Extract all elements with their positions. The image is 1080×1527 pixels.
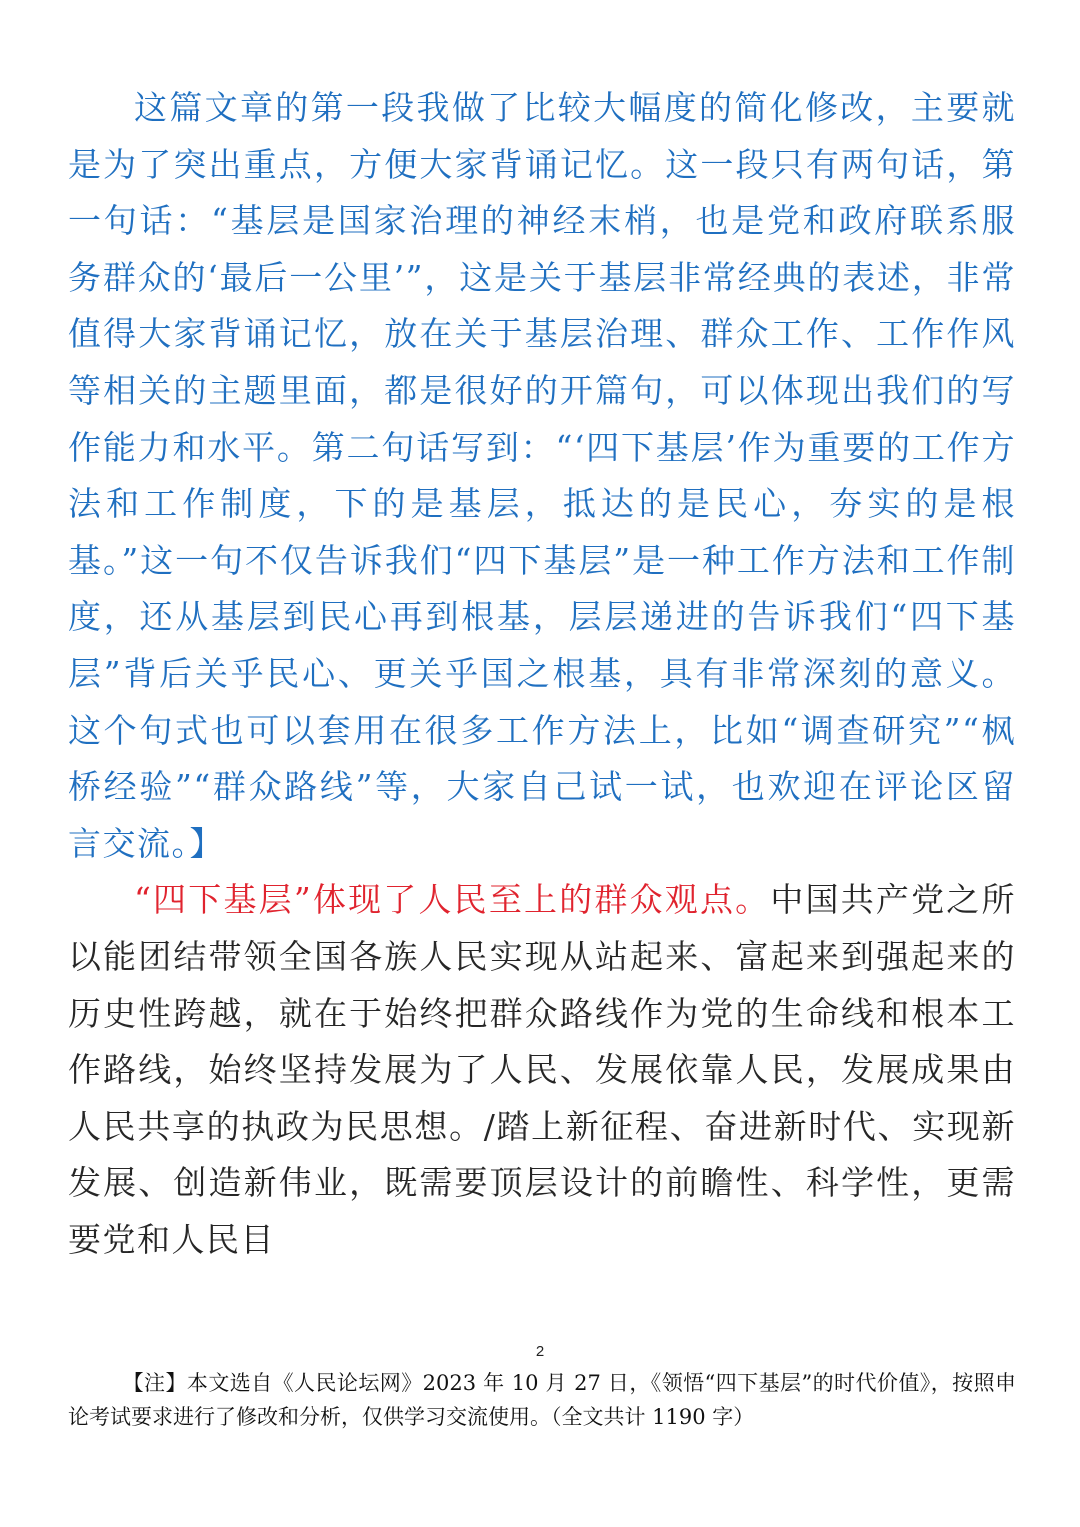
page-number: 2: [535, 1343, 545, 1360]
body-paragraph: [68, 872, 1016, 1268]
paragraph-heading: “四下基层”体现了人民至上的群众观点。: [134, 880, 771, 920]
source-footnote: 【注】本文选自《人民论坛网》2023 年 10 月 27 日，《领悟“四下基层”的时代价值》，按照申论考试要求进行了修改和分析，仅供学习交流使用。（全文共计 1190 字）: [68, 1371, 1016, 1429]
paragraph-body-text: 中国共产党之所以能团结带领全国各族人民实现从站起来、富起来到强起来的历史性跨越，就在于始终把群众路线作为党的生命线和根本工作路线，始终坚持发展为了人民、发展依靠人民，发展成果由人民共享的执政为民思想。/踏上新征程、奋进新时代、实现新发展、创造新伟业，既需要顶层设计的前瞻性、科学性，更需要党和人民目: [68, 880, 1016, 1259]
document-body: [68, 80, 1016, 1268]
commentary-paragraph: 这篇文章的第一段我做了比较大幅度的简化修改，主要就是为了突出重点，方便大家背诵记忆。这一段只有两句话，第一句话：“基层是国家治理的神经末梢，也是党和政府联系服务群众的‘最后一公里’”，这是关于基层非常经典的表述，非常值得大家背诵记忆，放在关于基层治理、群众工作、工作作风等相关的主题里面，都是很好的开篇句，可以体现出我们的写作能力和水平。第二句话写到：“‘四下基层’作为重要的工作方法和工作制度，下的是基层，抵达的是民心，夯实的是根基。”这一句不仅告诉我们“四下基层”是一种工作方法和工作制度，还从基层到民心再到根基，层层递进的告诉我们“四下基层”背后关乎民心、更关乎国之根基，具有非常深刻的意义。这个句式也可以套用在很多工作方法上，比如“调查研究”“枫桥经验”“群众路线”等，大家自己试一试，也欢迎在评论区留言交流。】: [68, 88, 1016, 863]
